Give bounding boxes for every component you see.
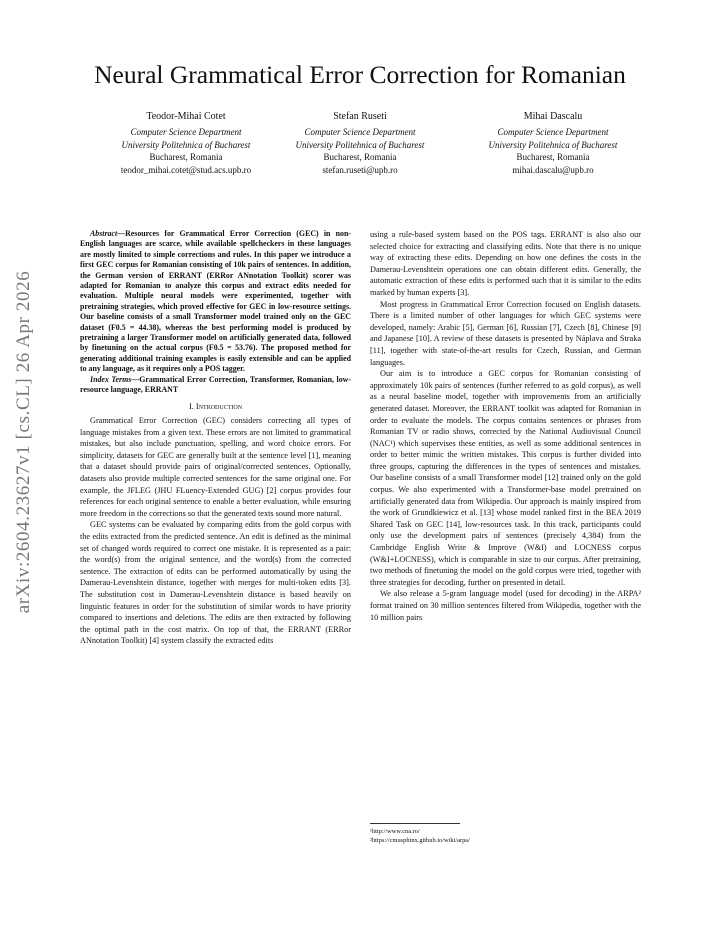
abstract-text: —Resources for Grammatical Error Correction (GEC) in non-English languages are scarce, while available spellcheckers in these languages are mostly limited to simple corrections and rules. In this paper we introduce a first GEC corpus for Romanian consisting of 10k pairs of sentences. In addition, the German version of ERRANT (ERRor ANnotation Toolkit) scorer was adapted for Romanian to analyze this corpus and extract edits needed for evaluation. Multiple neural models were experimented, together with pretraining strategies, which proved effective for GEC in low-resource settings. Our baseline consists of a small Transformer model trained only on the GEC dataset (F0.5 = 44.38), whereas the best performing model is produced by pretraining a larger Transformer model on artificially generated data, followed by finetuning on the actual corpus (F0.5 = 53.76). The proposed method for generating additional training examples is easily extensible and can be applied to any language, as it requires only a POS tagger. [80,229,351,374]
paper-title: Neural Grammatical Error Correction for Romanian [94,60,626,89]
body-paragraph: GEC systems can be evaluated by comparing edits from the gold corpus with the edits extracted from the predicted sentence. An edit is defined as the minimal set of changed words required to correct one mistake. It is represented as a pair: the word(s) from the original sentence, and the word(s) from the corrected sentence. The extraction of edits can be performed automatically by using the Damerau-Levenshtein distance, together with merges for multi-token edits [3]. The substitution cost in Damerau-Levenshtein distance is based heavily on linguistic features in order for the substitution of similar words to have priority compared to insertions and deletions. The edits are then extracted by following the optimal path in the cost matrix. On top of that, the ERRANT (ERRor ANnotation Toolkit) [4] system classify the extracted edits [80,520,351,646]
body-paragraph: Our aim is to introduce a GEC corpus for Romanian consisting of approximately 10k pairs of sentences (further referred to as gold corpus), as well as a neural baseline model, together with improvements from an artificially generated dataset. Moreover, the ERRANT toolkit was adapted for Romanian in order to evaluate the models. The corpus contains sentences or phrases from Romanian TV or radio shows, corrected by the National Audiovisual Council (NAC¹) which supervises these entities, as well as some additional sentences in order to better mimic the written mistakes. This corpus is further divided into three groups, capturing the differences in the types of sentences and mistakes. Our baseline consists of a small Transformer model [12] trained only on the gold corpus. We also experimented with a Transformer-base model pretrained on artificially generated data from Wikipedia. Our approach is mainly inspired from the work of Grundkiewicz et al. [13] whose model ranked first in the BEA 2019 Shared Task on GEC [14], low-resources task. In this track, participants could only use the development pairs of sentences (precisely 4,384) from the Cambridge English Write & Improve (W&I) and LOCNESS corpus (W&I+LOCNESS), which is comparable in size to our corpus. After pretraining, two methods of finetuning the model on the gold corpus were tried, together with three strategies for decoding, further on presented in detail. [370,369,641,587]
author-email: mihai.dascalu@upb.ro [512,165,594,176]
index-terms-label: Index Terms [90,374,132,384]
footnotes [370,823,641,845]
author-university: University Politehnica of Bucharest [488,139,618,150]
body-paragraph: Most progress in Grammatical Error Correction focused on English datasets. There is a limited number of other languages for which GEC systems were developed, namely: Arabic [5], German [6], Russian [7], Czech [8], Chinese [9] and Japanese [10]. A review of these datasets is presented by Náplava and Straka [11], together with state-of-the-art results for Czech, Russian, and German languages. [370,299,641,367]
right-column [370,229,641,623]
footnote-1[interactable]: ¹http://www.cna.ro/ [370,828,420,835]
abstract [80,229,351,375]
body-paragraph: Grammatical Error Correction (GEC) considers correcting all types of language mistakes from a given text. These errors are not limited to grammatical mistakes, but also include punctuation, spelling, and word choice errors. For simplicity, datasets for GEC are generally built at the sentence level [1], meaning that a dataset should provide pairs of original/corrected sentences. Optionally, datasets also provide multiple corrected sentences for the same original one. For example, the JFLEG (JHU FLuency-Extended GUG) [2] corpus provides four references for each original sentence to enable a better evaluation, while ensuring more freedom in the corrections so that the generated texts sound more natural. [80,416,351,518]
left-column [80,229,351,647]
body-paragraph: using a rule-based system based on the POS tags. ERRANT is also also our selected choice for extracting and classifying edits. Note that there is no unique way of extracting these edits. Depending on how one defines the costs in the Damerau-Levenshtein operations one can obtain different edits. Generally, the automatic extraction of these edits is performed such that it is similar to the edits marked by human experts [3]. [370,230,641,297]
author-department: Computer Science Department [130,126,242,137]
author-email: stefan.ruseti@upb.ro [322,165,398,176]
arxiv-sidebar [10,232,38,652]
section-heading-introduction: I. Introduction [188,401,243,411]
author-name: Mihai Dascalu [523,111,583,122]
footnote-rule [370,823,460,824]
author-name: Stefan Ruseti [333,111,387,122]
author-location: Bucharest, Romania [323,152,397,163]
author-block-2 [260,111,460,177]
author-location: Bucharest, Romania [149,152,223,163]
author-university: University Politehnica of Bucharest [295,139,425,150]
author-name: Teodor-Mihai Cotet [146,111,226,122]
index-terms [80,375,351,396]
index-terms-text: —Grammatical Error Correction, Transformer, Romanian, low-resource language, ERRANT [80,374,352,395]
author-block-3 [453,111,653,177]
author-department: Computer Science Department [304,126,416,137]
abstract-label: Abstract [90,229,118,238]
author-email: teodor_mihai.cotet@stud.acs.upb.ro [120,165,252,176]
footnote-2[interactable]: ²https://cmusphinx.github.io/wiki/arpa/ [370,837,470,844]
author-location: Bucharest, Romania [516,152,590,163]
author-department: Computer Science Department [497,126,609,137]
body-paragraph: We also release a 5-gram language model (used for decoding) in the ARPA² format trained on 30 million sentences filtered from Wikipedia, together with the 10 million pairs [370,589,641,622]
arxiv-identifier: arXiv:2604.23627v1 [cs.CL] 26 Apr 2026 [13,270,34,614]
author-block-1 [86,111,286,177]
author-university: University Politehnica of Bucharest [121,139,251,150]
